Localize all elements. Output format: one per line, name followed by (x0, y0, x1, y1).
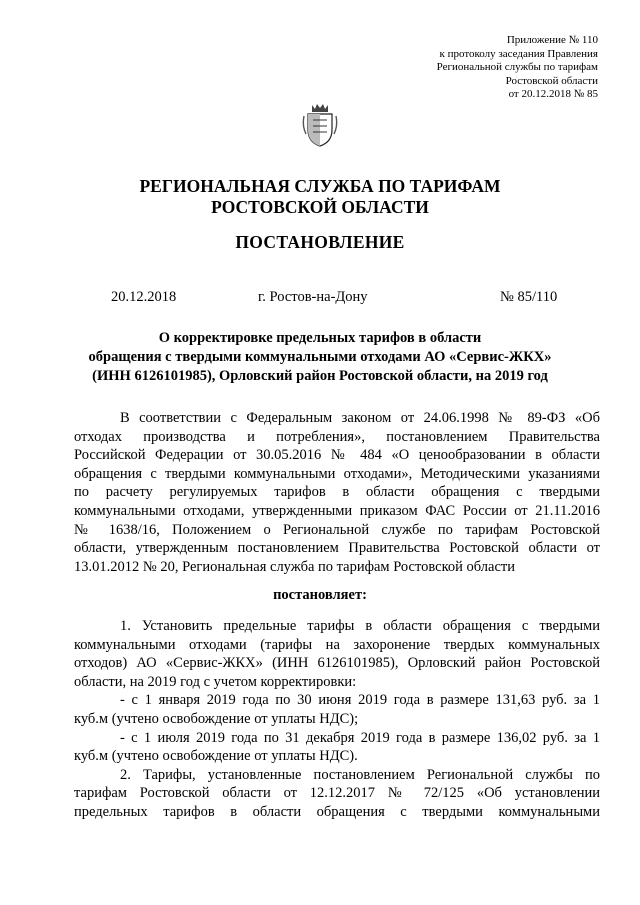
preamble-line: Российской Федерации от 30.05.2016 № 484 «О ценообразовании в области (74, 447, 600, 464)
body-line: отходов) АО «Сервис-ЖКХ» (ИНН 6126101985), Орловский район Ростовской (74, 655, 600, 672)
preamble-line: по расчету регулируемых тарифов в области обращения с твердыми (74, 484, 600, 501)
body-line: тарифам Ростовской области от 12.12.2017 № 72/125 «Об установлении (74, 785, 600, 802)
preamble-line: № 1638/16, Положением о Региональной службе по тарифам Ростовской (74, 521, 600, 538)
body-line: области, на 2019 год с учетом корректировки: (74, 673, 357, 690)
appendix-note (437, 34, 598, 102)
document-number: № 85/110 (500, 289, 558, 305)
coat-of-arms-icon (302, 102, 338, 148)
preamble-line: отходах производства и потребления», постановлением Правительства (74, 428, 600, 445)
appendix-line: от 20.12.2018 № 85 (508, 88, 598, 101)
subject-line: О корректировке предельных тарифов в области (158, 330, 482, 346)
preamble-line: 13.01.2012 № 20, Региональная служба по тарифам Ростовской области (74, 558, 515, 575)
body-line: 1. Установить предельные тарифы в области обращения с твердыми (120, 618, 600, 634)
document-date: 20.12.2018 (111, 289, 177, 305)
body-line: куб.м (учтено освобождение от уплаты НДС); (74, 710, 359, 727)
appendix-line: Ростовской области (505, 74, 598, 87)
document-type: ПОСТАНОВЛЕНИЕ (235, 232, 405, 252)
appendix-line: к протоколу заседания Правления (439, 47, 598, 60)
appendix-line: Региональной службы по тарифам (436, 61, 598, 74)
preamble-paragraph (74, 409, 600, 576)
preamble-line: коммунальными отходами, утвержденными приказом ФАС России от 21.11.2016 (74, 502, 600, 519)
body-line: куб.м (учтено освобождение от уплаты НДС). (74, 748, 358, 765)
body-line: коммунальными отходами (тарифы на захоронение твердых коммунальных (74, 636, 600, 653)
preamble-line: области, утвержденным постановлением Правительства Ростовской области от (74, 540, 600, 557)
subject-line: обращения с твердыми коммунальными отходами АО «Сервис-ЖКХ» (88, 349, 552, 365)
body-line: 2. Тарифы, установленные постановлением Региональной службы по (120, 766, 600, 783)
preamble-line: В соответствии с Федеральным законом от 24.06.1998 № 89-ФЗ «Об (120, 410, 600, 426)
preamble-line: обращения с твердыми коммунальными отходами», Методическими указаниями (74, 465, 600, 482)
org-line-2: РОСТОВСКОЙ ОБЛАСТИ (211, 197, 429, 217)
decree-word: постановляет: (273, 587, 367, 603)
body-line: - с 1 января 2019 года по 30 июня 2019 года в размере 131,63 руб. за 1 (120, 692, 600, 709)
document-city: г. Ростов-на-Дону (258, 289, 368, 305)
body-paragraphs (74, 617, 600, 822)
body-line: предельных тарифов в области обращения с твердыми коммунальными (74, 803, 600, 820)
body-line: - с 1 июля 2019 года по 31 декабря 2019 года в размере 136,02 руб. за 1 (120, 729, 600, 746)
subject-line: (ИНН 6126101985), Орловский район Ростовской области, на 2019 год (92, 368, 548, 384)
organization-name (0, 176, 640, 218)
appendix-line: Приложение № 110 (506, 34, 598, 46)
document-subject (0, 329, 640, 386)
org-line-1: РЕГИОНАЛЬНАЯ СЛУЖБА ПО ТАРИФАМ (139, 176, 501, 196)
